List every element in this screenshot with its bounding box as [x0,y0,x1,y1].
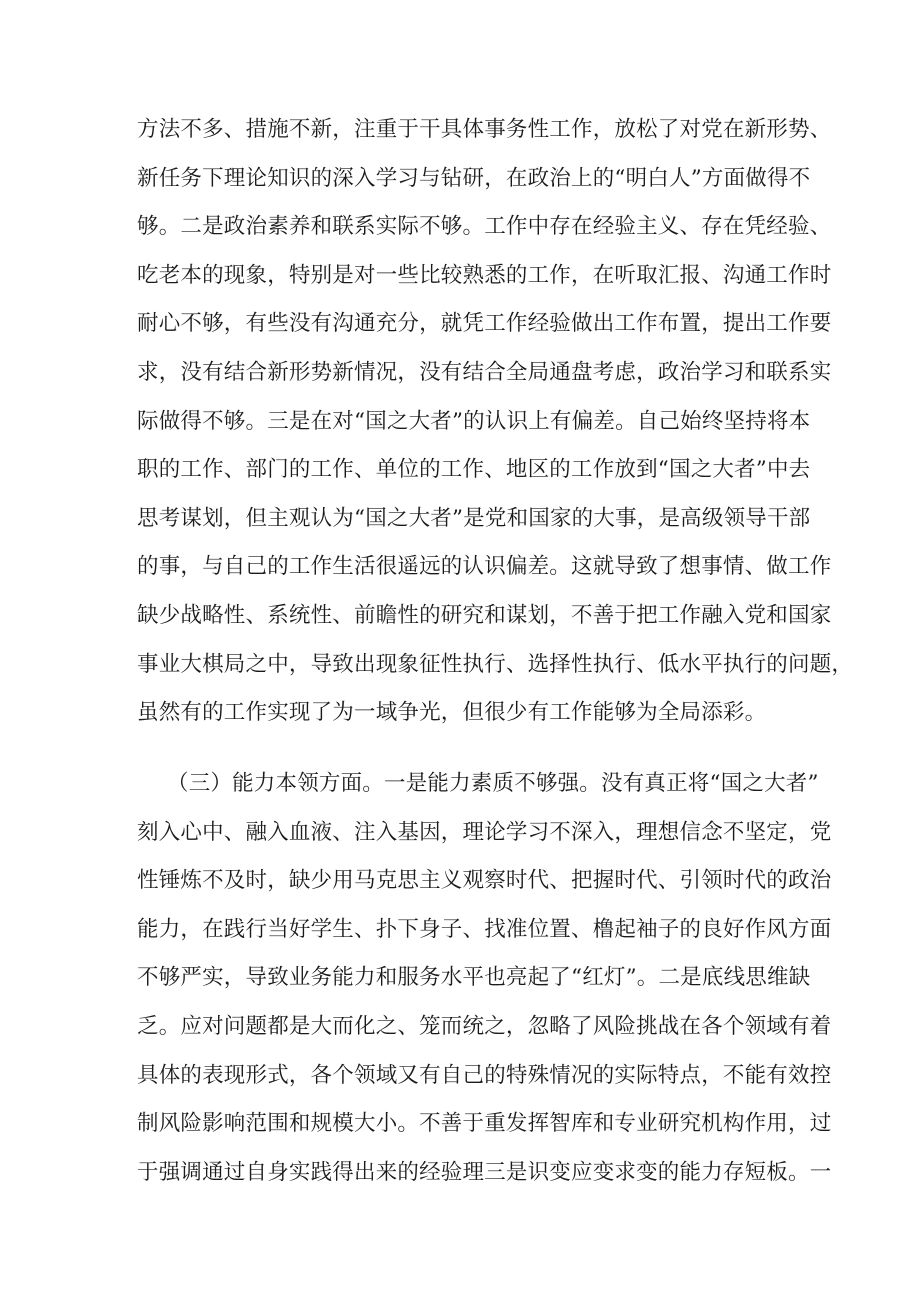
paragraph-line: 够。二是政治素养和联系实际不够。工作中存在经验主义、存在凭经验、 [137,214,832,240]
paragraph-line: 能力，在践行当好学生、扑下身子、找准位置、橹起袖子的良好作风方面 [137,916,832,942]
paragraph-line: 职的工作、部门的工作、单位的工作、地区的工作放到“国之大者”中去 [137,457,811,483]
paragraph-line: 际做得不够。三是在对“国之大者”的认识上有偏差。自己始终坚持将本 [137,408,811,434]
paragraph-line: 耐心不够，有些没有沟通充分，就凭工作经验做出工作布置，提出工作要 [137,311,832,337]
paragraph-line: 具体的表现形式，各个领域又有自己的特殊情况的实际特点，不能有效控 [137,1062,832,1088]
paragraph-2 [137,760,832,1197]
paragraph-line: 性锤炼不及时，缺少用马克思主义观察时代、把握时代、引领时代的政治 [137,868,832,894]
paragraph-line: 的事，与自己的工作生活很遥远的认识偏差。这就导致了想事情、做工作 [137,554,832,580]
paragraph-line: 乏。应对问题都是大而化之、笼而统之，忽略了风险挑战在各个领域有着 [137,1013,832,1039]
paragraph-line: 吃老本的现象，特别是对一些比较熟悉的工作，在听取汇报、沟通工作时 [137,262,832,288]
paragraph-line: 新任务下理论知识的深入学习与钻研，在政治上的“明白人”方面做得不 [137,165,811,191]
paragraph-1 [137,106,854,738]
paragraph-line: 求，没有结合新形势新情况，没有结合全局通盘考虑，政治学习和联系实 [137,359,832,385]
paragraph-line: 方法不多、措施不新，注重于干具体事务性工作，放松了对党在新形势、 [137,117,832,142]
paragraph-line: 虽然有的工作实现了为一域争光，但很少有工作能够为全局添彩。 [137,700,767,726]
paragraph-line: 刻入心中、融入血液、注入基因，理论学习不深入，理想信念不坚定，党 [137,819,832,845]
paragraph-line: 事业大棋局之中，导致出现象征性执行、选择性执行、低水平执行的问题， [137,651,854,677]
paragraph-line: 思考谋划，但主观认为“国之大者”是党和国家的大事，是高级领导干部 [137,505,811,531]
paragraph-line: 不够严实，导致业务能力和服务水平也亮起了“红灯”。二是底线思维缺 [137,965,811,991]
paragraph-line: （三）能力本领方面。一是能力素质不够强。没有真正将“国之大者” [167,771,819,796]
paragraph-line: 制风险影响范围和规模大小。不善于重发挥智库和专业研究机构作用，过 [137,1111,832,1137]
paragraph-line: 于强调通过自身实践得出来的经验理三是识变应变求变的能力存短板。一 [137,1159,832,1185]
paragraph-line: 缺少战略性、系统性、前瞻性的研究和谋划，不善于把工作融入党和国家 [137,602,832,628]
